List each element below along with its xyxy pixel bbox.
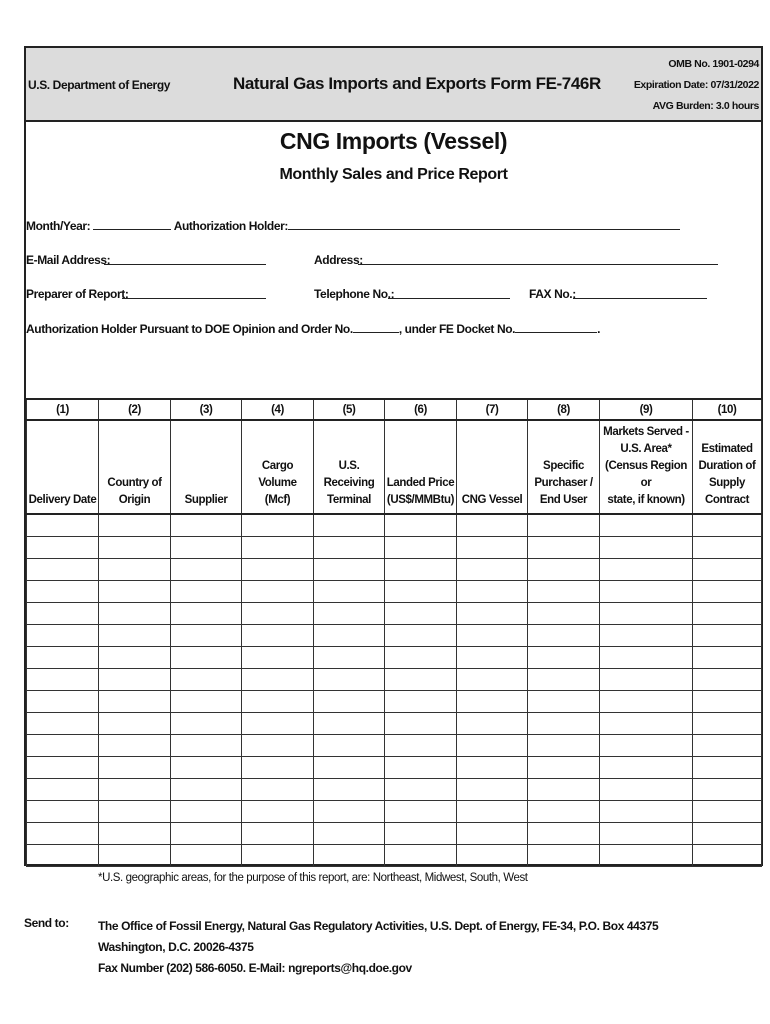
table-cell[interactable] [242,537,314,559]
table-cell[interactable] [242,669,314,691]
table-cell[interactable] [99,691,171,713]
table-cell[interactable] [242,514,314,537]
avg-burden: AVG Burden: 3.0 hours [652,100,759,112]
table-row [27,559,762,581]
table-cell[interactable] [171,581,242,603]
send-to-line-1: The Office of Fossil Energy, Natural Gas Regulatory Activities, U.S. Dept. of Energy, FE-34, P.O. Box 44375 [98,919,659,933]
table-row [27,757,762,779]
table-cell[interactable] [27,823,99,845]
month-year-input[interactable] [93,218,171,230]
month-year-label: Month/Year: [26,219,91,233]
table-cell[interactable] [27,537,99,559]
column-header-line: state, if known) [607,494,685,506]
column-header-line: Origin [118,494,151,506]
table-cell[interactable] [27,603,99,625]
table-cell[interactable] [242,757,314,779]
table-cell[interactable] [693,603,762,625]
table-cell[interactable] [314,603,385,625]
table-cell[interactable] [528,735,600,757]
table-cell[interactable] [99,845,171,867]
table-cell[interactable] [693,823,762,845]
table-cell[interactable] [693,669,762,691]
authorization-holder-label: Authorization Holder: [173,219,288,233]
table-cell[interactable] [528,537,600,559]
table-cell[interactable] [99,713,171,735]
table-row [27,537,762,559]
table-cell[interactable] [600,691,693,713]
table-cell[interactable] [314,713,385,735]
column-number: (5) [314,399,385,420]
column-header-line: Markets Served - [603,426,689,438]
column-number: (8) [528,399,600,420]
table-cell[interactable] [314,669,385,691]
table-cell[interactable] [600,647,693,669]
table-cell[interactable] [385,801,457,823]
table-cell[interactable] [457,713,528,735]
table-cell[interactable] [600,779,693,801]
column-header [693,420,762,514]
form-title: Natural Gas Imports and Exports Form FE-746R [233,74,601,93]
table-cell[interactable] [385,625,457,647]
column-header-line: Contract [704,494,750,506]
table-cell[interactable] [693,559,762,581]
column-header [457,420,528,514]
table-cell[interactable] [693,713,762,735]
table-cell[interactable] [600,713,693,735]
column-header [171,420,242,514]
column-header [528,420,600,514]
column-number: (1) [27,399,99,420]
column-header-line: U.S. Area* [620,443,672,455]
table-row [27,603,762,625]
column-header-line: (Census Region or [605,460,687,489]
column-header-line: Purchaser / [534,477,593,489]
table-row [27,647,762,669]
table-cell[interactable] [528,713,600,735]
footnote: *U.S. geographic areas, for the purpose of this report, are: Northeast, Midwest, South, West [98,872,528,884]
table-cell[interactable] [528,514,600,537]
table-cell[interactable] [242,625,314,647]
table-cell[interactable] [457,559,528,581]
address-label: Address: [314,253,363,267]
omb-info [634,54,759,117]
table-cell[interactable] [693,779,762,801]
pursuant-label: Authorization Holder Pursuant to DOE Opinion and Order No. [26,322,353,336]
table-cell[interactable] [385,581,457,603]
table-cell[interactable] [600,845,693,867]
table-row [27,669,762,691]
table-cell[interactable] [27,625,99,647]
column-header-line: Country of [107,477,162,489]
table-row [27,691,762,713]
column-number: (6) [385,399,457,420]
table-row [27,713,762,735]
table-cell[interactable] [242,845,314,867]
table-cell[interactable] [385,691,457,713]
table-cell[interactable] [600,823,693,845]
table-cell[interactable] [385,845,457,867]
table-cell[interactable] [314,559,385,581]
table-cell[interactable] [314,823,385,845]
table-cell[interactable] [600,625,693,647]
department-name: U.S. Department of Energy [28,78,171,92]
column-number: (2) [99,399,171,420]
table-cell[interactable] [99,735,171,757]
column-number: (7) [457,399,528,420]
table-cell[interactable] [457,625,528,647]
table-cell[interactable] [99,514,171,537]
column-header [99,420,171,514]
table-cell[interactable] [693,581,762,603]
table-cell[interactable] [314,625,385,647]
page-subtitle: Monthly Sales and Price Report [279,166,508,183]
table-cell[interactable] [171,537,242,559]
table-cell[interactable] [528,823,600,845]
pursuant-end: . [597,322,601,336]
email-label: E-Mail Address: [26,253,111,267]
table-cell[interactable] [528,669,600,691]
table-cell[interactable] [457,537,528,559]
table-cell[interactable] [99,669,171,691]
table-cell[interactable] [457,581,528,603]
column-header-line: Landed Price [386,477,455,489]
column-header-line: CNG Vessel [461,494,523,506]
table-row [27,801,762,823]
table-cell[interactable] [27,735,99,757]
form-header [26,48,761,122]
table-row [27,845,762,867]
table-cell[interactable] [171,823,242,845]
table-cell[interactable] [27,713,99,735]
month-year-row [26,218,680,233]
table-cell[interactable] [242,823,314,845]
table-cell[interactable] [385,713,457,735]
column-header [27,420,99,514]
table-cell[interactable] [99,779,171,801]
column-header-line: (US$/MMBtu) [386,494,455,506]
table-cell[interactable] [457,514,528,537]
table-cell[interactable] [385,735,457,757]
table-cell[interactable] [693,735,762,757]
table-cell[interactable] [385,823,457,845]
table-cell[interactable] [385,779,457,801]
table-cell[interactable] [99,581,171,603]
table-cell[interactable] [27,779,99,801]
table-cell[interactable] [27,647,99,669]
table-cell[interactable] [171,691,242,713]
column-header-line: Specific [543,460,584,472]
expiration-date: Expiration Date: 07/31/2022 [633,79,759,91]
column-header-line: Receiving [323,477,375,489]
table-cell[interactable] [600,801,693,823]
table-row [27,581,762,603]
table-cell[interactable] [314,514,385,537]
table-cell[interactable] [693,757,762,779]
telephone-input[interactable] [388,287,510,299]
pursuant-row [26,321,600,336]
table-cell[interactable] [27,669,99,691]
column-number: (3) [171,399,242,420]
table-cell[interactable] [314,581,385,603]
table-cell[interactable] [693,845,762,867]
table-cell[interactable] [242,559,314,581]
table-cell[interactable] [27,691,99,713]
table-cell[interactable] [27,581,99,603]
table-cell[interactable] [600,669,693,691]
column-header-line: Supplier [184,494,228,506]
column-header-row [27,420,762,514]
column-number: (9) [600,399,693,420]
column-number-row [27,399,762,420]
table-cell[interactable] [27,845,99,867]
table-cell[interactable] [314,537,385,559]
column-header-line: Estimated [701,443,753,455]
order-number-input[interactable] [353,321,399,333]
fax-label: FAX No.: [529,287,576,301]
column-header [314,420,385,514]
table-cell[interactable] [385,757,457,779]
table-cell[interactable] [171,559,242,581]
table-cell[interactable] [242,779,314,801]
table-cell[interactable] [693,647,762,669]
table-cell[interactable] [528,559,600,581]
table-cell[interactable] [242,713,314,735]
telephone-label: Telephone No.: [314,287,395,301]
table-cell[interactable] [600,735,693,757]
column-header [600,420,693,514]
table-cell[interactable] [528,581,600,603]
column-header-line: Delivery Date [28,494,97,506]
table-cell[interactable] [99,757,171,779]
send-to-line-2: Washington, D.C. 20026-4375 [98,940,254,954]
table-row [27,735,762,757]
table-cell[interactable] [171,735,242,757]
table-row [27,514,762,537]
table-cell[interactable] [242,581,314,603]
column-header-line: Terminal [327,494,371,506]
table-cell[interactable] [457,801,528,823]
table-cell[interactable] [385,559,457,581]
table-cell[interactable] [171,779,242,801]
table-cell[interactable] [600,559,693,581]
table-cell[interactable] [99,647,171,669]
table-cell[interactable] [528,691,600,713]
table-cell[interactable] [385,647,457,669]
table-cell[interactable] [171,669,242,691]
table-cell[interactable] [528,779,600,801]
table-cell[interactable] [385,669,457,691]
table-cell[interactable] [171,845,242,867]
table-cell[interactable] [27,801,99,823]
table-cell[interactable] [242,691,314,713]
preparer-label: Preparer of Report: [26,287,129,301]
column-header [242,420,314,514]
table-cell[interactable] [457,779,528,801]
table-cell[interactable] [314,845,385,867]
report-table [26,398,762,867]
table-cell[interactable] [457,735,528,757]
page-title: CNG Imports (Vessel) [279,128,508,154]
table-cell[interactable] [457,845,528,867]
column-header-line: End User [539,494,588,506]
table-cell[interactable] [457,603,528,625]
column-header-line: Duration of [698,460,756,472]
table-cell[interactable] [99,625,171,647]
table-cell[interactable] [693,625,762,647]
docket-number-input[interactable] [515,321,597,333]
table-cell[interactable] [314,779,385,801]
authorization-holder-input[interactable] [288,218,680,230]
table-cell[interactable] [457,669,528,691]
table-cell[interactable] [171,713,242,735]
preparer-input[interactable] [122,287,266,299]
email-input[interactable] [104,253,266,265]
table-cell[interactable] [171,647,242,669]
table-cell[interactable] [171,757,242,779]
table-cell[interactable] [99,603,171,625]
table-cell[interactable] [242,647,314,669]
table-cell[interactable] [457,691,528,713]
table-cell[interactable] [99,823,171,845]
table-cell[interactable] [600,514,693,537]
table-cell[interactable] [600,757,693,779]
send-to-address [98,916,658,979]
column-number: (10) [693,399,762,420]
table-cell[interactable] [693,537,762,559]
column-header-line: U.S. [338,460,360,472]
table-cell[interactable] [314,647,385,669]
table-cell[interactable] [528,647,600,669]
table-cell[interactable] [385,537,457,559]
table-cell[interactable] [528,603,600,625]
table-cell[interactable] [457,823,528,845]
column-header-line: Cargo Volume [258,460,297,489]
table-cell[interactable] [171,625,242,647]
table-cell[interactable] [457,757,528,779]
table-cell[interactable] [242,801,314,823]
table-cell[interactable] [314,691,385,713]
table-row [27,823,762,845]
table-cell[interactable] [600,537,693,559]
table-cell[interactable] [693,801,762,823]
table-cell[interactable] [99,801,171,823]
column-header [385,420,457,514]
table-cell[interactable] [27,757,99,779]
table-row [27,625,762,647]
table-cell[interactable] [385,514,457,537]
table-cell[interactable] [171,514,242,537]
column-number: (4) [242,399,314,420]
send-to-line-3: Fax Number (202) 586-6050. E-Mail: ngreports@hq.doe.gov [98,961,412,975]
table-cell[interactable] [171,801,242,823]
table-cell[interactable] [693,514,762,537]
table-cell[interactable] [27,559,99,581]
table-cell[interactable] [171,603,242,625]
table-cell[interactable] [314,801,385,823]
address-input[interactable] [358,253,718,265]
table-cell[interactable] [528,625,600,647]
table-cell[interactable] [528,801,600,823]
table-cell[interactable] [242,603,314,625]
table-cell[interactable] [528,845,600,867]
send-to-label: Send to: [24,916,69,930]
table-cell[interactable] [385,603,457,625]
column-header-line: Supply [709,477,745,489]
table-row [27,779,762,801]
table-cell[interactable] [314,757,385,779]
column-header-line: (Mcf) [264,494,291,506]
omb-number: OMB No. 1901-0294 [668,58,759,70]
fax-input[interactable] [573,287,707,299]
table-cell[interactable] [99,559,171,581]
table-cell[interactable] [693,691,762,713]
table-cell[interactable] [528,757,600,779]
table-cell[interactable] [27,514,99,537]
docket-label: , under FE Docket No. [398,322,516,336]
table-cell[interactable] [457,647,528,669]
table-cell[interactable] [99,537,171,559]
table-cell[interactable] [600,603,693,625]
table-cell[interactable] [314,735,385,757]
table-cell[interactable] [242,735,314,757]
form-frame [24,46,763,866]
table-cell[interactable] [600,581,693,603]
